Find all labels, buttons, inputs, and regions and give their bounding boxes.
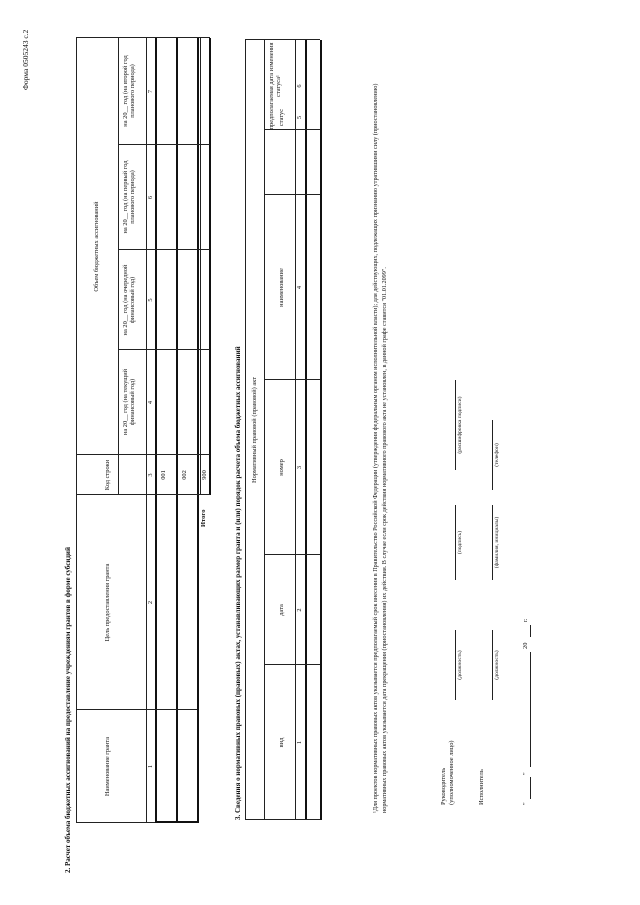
s3-col-number-6: 6 (296, 84, 303, 88)
header-act-group: Нормативный правовой (правовой) акт (251, 376, 258, 484)
s3-col-number-4: 4 (296, 285, 303, 290)
header-name: наименование (278, 268, 285, 307)
header-status: статус (278, 108, 285, 127)
s3-col-number-5: 5 (296, 115, 303, 120)
total-label: Итого (200, 509, 207, 527)
header-grant-name: Наименование гранта (104, 736, 111, 797)
s3-col-number-2: 2 (296, 608, 303, 612)
header-number: номер (278, 459, 285, 476)
exec-cap-phone: (телефон) (494, 443, 500, 467)
header-year-current: на 20__ год (на текущий финансовый год) (122, 368, 137, 436)
col-number-2: 2 (147, 600, 154, 605)
head-cap-signature: (подпись) (457, 530, 463, 555)
footnote: ¹Для проектов нормативных правовых актов указывается предполагаемый срок внесения в Правительство Российской Федерации (утверждения федеральным органом исполнительной власти); для действующих, подлежащих признанию утратившими силу (приостановлению) нормативных правовых актов указывается дата прекращения (приостановления) их действия. В случае если срок действия нормативного правового акта не установлен, в данной графе ставится "01.01.2099". (372, 83, 388, 813)
col-number-4: 4 (147, 400, 154, 405)
row-code-001: 001 (160, 470, 167, 480)
col-number-6: 6 (147, 195, 154, 200)
head-label-2: (уполномоченное лицо) (448, 740, 455, 805)
head-cap-decode: (расшифровка подписи) (457, 396, 463, 454)
col-number-3: 3 (147, 473, 154, 477)
col-number-5: 5 (147, 298, 154, 302)
form-code: Форма 0505243 с.2 (21, 29, 30, 90)
header-purpose: Цель предоставления гранта (104, 563, 111, 642)
header-planned-date: предполагаемая дата изменения статуса¹ (268, 42, 283, 130)
header-line-code: Код строки (104, 459, 111, 491)
total-code: 900 (201, 470, 208, 480)
exec-cap-name: (фамилия, инициалы) (494, 516, 500, 569)
exec-label: Исполнитель (478, 769, 485, 805)
head-label-1: Руководитель (440, 767, 447, 805)
date-suffix: г. (522, 618, 529, 622)
head-cap-position: (должность) (457, 650, 463, 680)
header-kind: вид (278, 737, 285, 748)
exec-cap-position: (должность) (494, 650, 500, 680)
header-date: дата (278, 604, 285, 616)
s3-col-number-1: 1 (296, 740, 303, 745)
header-year-plan2: на 20__ год (на второй год планового периода) (122, 55, 137, 127)
date-quote-open: " (522, 802, 529, 805)
col-number-7: 7 (147, 89, 154, 94)
date-year-prefix: 20 (522, 642, 529, 649)
s3-col-number-3: 3 (296, 465, 303, 470)
header-year-plan1: на 20__ год (на первый год планового периода) (122, 160, 137, 234)
section2-title: 2. Расчет объема бюджетных ассигнований на предоставление учреждениям грантов в форме субсидий (64, 547, 72, 873)
col-number-1: 1 (147, 764, 154, 769)
row-code-002: 002 (181, 470, 188, 480)
date-quote-close: " (522, 772, 529, 775)
header-volume-group: Объем бюджетных ассигнований (93, 201, 100, 292)
section3-title: 3. Сведения о нормативных правовых (правовых) актах, устанавливающих размер гранта и (или) порядок расчета объема бюджетных ассигнований (234, 346, 242, 820)
header-year-next: на 20__ год (на очередной финансовый год) (122, 264, 137, 336)
